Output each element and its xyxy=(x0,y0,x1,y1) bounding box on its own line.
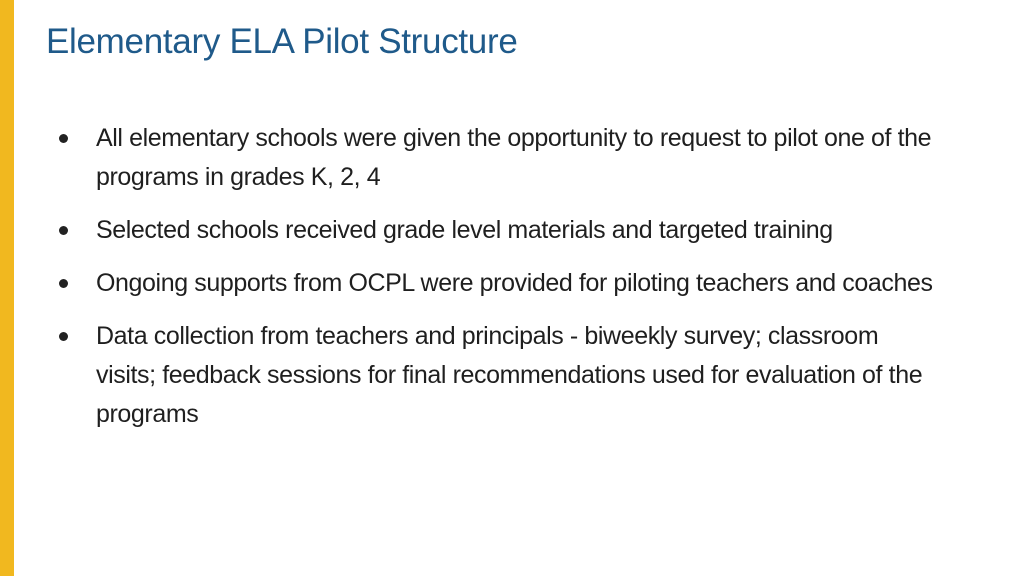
bullet-text: All elementary schools were given the opportunity to request to pilot one of the programs in grades K, 2, 4 xyxy=(96,124,932,191)
bullet-text: Ongoing supports from OCPL were provided for piloting teachers and coaches xyxy=(96,269,933,297)
bullet-list xyxy=(54,119,954,448)
bullet-item xyxy=(54,264,954,303)
accent-bar xyxy=(0,0,14,576)
bullet-text: Selected schools received grade level materials and targeted training xyxy=(96,216,833,244)
bullet-dot-icon xyxy=(59,226,68,235)
bullet-dot-icon xyxy=(59,332,68,341)
bullet-item xyxy=(54,211,954,250)
bullet-item xyxy=(54,317,954,434)
bullet-dot-icon xyxy=(59,134,68,143)
bullet-text: Data collection from teachers and principals - biweekly survey; classroom visits; feedback sessions for final recommendations used for evaluation of the programs xyxy=(96,322,923,428)
bullet-dot-icon xyxy=(59,279,68,288)
slide-title: Elementary ELA Pilot Structure xyxy=(46,22,518,61)
bullet-item xyxy=(54,119,954,197)
